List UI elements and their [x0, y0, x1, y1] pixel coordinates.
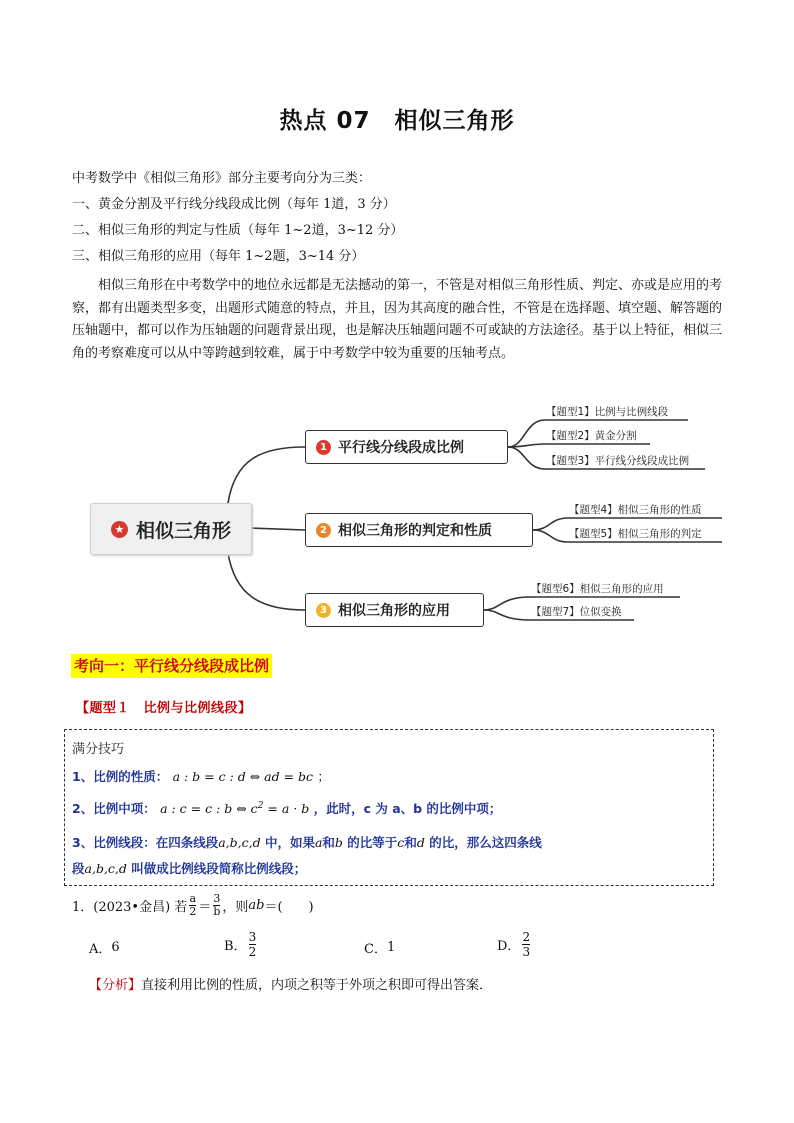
intro-line: 二、相似三角形的判定与性质（每年 1~2道，3~12 分）: [72, 223, 404, 238]
option-b[interactable]: [224, 930, 258, 959]
option-label: B．: [224, 939, 247, 954]
intro-line: 三、相似三角形的应用（每年 1~2题，3~14 分）: [72, 249, 365, 264]
tip-text: ，此时，c 为 a、b 的比例中项；: [313, 801, 502, 816]
number-1-icon: 1: [316, 440, 331, 455]
mindmap-branch-3: [305, 593, 484, 627]
fraction-denominator: 2: [189, 905, 197, 918]
mindmap-branch-1: [305, 430, 508, 464]
tip-text: 段: [72, 861, 85, 876]
fraction-numerator: a: [189, 892, 197, 905]
question-variable: ab: [248, 898, 265, 913]
equals-sign: ＝: [198, 900, 212, 915]
analysis: [89, 974, 492, 993]
tip-formula: = a · b: [263, 801, 310, 816]
question-text: 1．(2023•金昌) 若: [72, 900, 188, 915]
option-label: A．: [89, 942, 112, 957]
option-value: 6: [111, 940, 120, 955]
mindmap-leaf: 【题型6】相似三角形的应用: [531, 583, 664, 595]
intro-paragraph: 相似三角形在中考数学中的地位永远都是无法撼动的第一，不管是对相似三角形性质、判定、亦或是应用的考察，都有出题类型多变，出题形式随意的特点，并且，因为其高度的融合性，不管是在选择题、填空题、解答题的压轴题中，都可以作为压轴题的问题背景出现，也是解决压轴题问题不可或缺的方法途径。基于以上特征，相似三角的考察难度可以从中等跨越到较难，属于中考数学中较为重要的压轴考点。: [72, 278, 723, 361]
tip-superscript: 2: [257, 800, 264, 811]
fraction-numerator: 2: [522, 930, 531, 944]
fraction-numerator: 3: [248, 930, 257, 944]
mindmap-leaf: 【题型2】黄金分割: [546, 430, 637, 442]
fraction: [189, 893, 196, 918]
star-icon: ★: [111, 521, 128, 538]
tip-text: 和: [404, 835, 417, 850]
tip-text: 中，如果: [260, 835, 315, 850]
tip-formula: a : b = c : d ⇔ ad = bc: [172, 769, 314, 784]
fraction-numerator: 3: [213, 892, 221, 905]
tip-text: ；: [317, 769, 330, 784]
option-value: 1: [386, 940, 396, 955]
tip-text: 的比，那么这四条线: [424, 835, 542, 850]
tip-mean-proportional: [72, 799, 501, 817]
tip-proportional-segments-cont: [72, 859, 306, 877]
question-type-heading: 【题型１ 比例与比例线段】: [76, 701, 252, 716]
tip-proportion-property: [72, 767, 330, 785]
question-1: [72, 893, 314, 918]
option-a[interactable]: [89, 938, 120, 957]
number-2-icon: 2: [316, 523, 331, 538]
tip-label: 3、比例线段：在四条线段: [72, 835, 219, 850]
mindmap-leaf: 【题型3】平行线分线段成比例: [546, 455, 690, 467]
branch-label: 相似三角形的应用: [338, 603, 450, 619]
tip-formula: a: [314, 835, 323, 850]
tip-label: 2、比例中项：: [72, 801, 156, 816]
intro-line: 一、黄金分割及平行线分线段成比例（每年 1道，3 分）: [72, 197, 396, 212]
fraction: [522, 930, 530, 959]
tip-formula: d: [416, 835, 425, 850]
tip-text: 和: [322, 835, 335, 850]
mindmap-root: [90, 503, 252, 555]
mindmap-leaf: 【题型7】位似变换: [531, 606, 622, 618]
question-text: ＝( ): [264, 900, 314, 915]
fraction: [213, 893, 220, 918]
option-c[interactable]: [364, 938, 395, 957]
option-d[interactable]: [497, 930, 532, 959]
tip-formula: b: [334, 835, 343, 850]
tip-formula: a : c = c : b ⇔ c: [160, 801, 258, 816]
fraction: [249, 930, 257, 959]
fraction-denominator: 2: [248, 945, 257, 959]
question-text: ，则: [222, 900, 249, 915]
mindmap-branch-2: [305, 513, 533, 547]
tip-formula: a,b,c,d: [84, 861, 127, 876]
tip-formula: a,b,c,d: [218, 835, 261, 850]
tips-title: 满分技巧: [72, 742, 125, 757]
mindmap-root-label: 相似三角形: [135, 519, 231, 542]
fraction-denominator: b: [213, 905, 221, 918]
option-label: D．: [497, 939, 521, 954]
option-label: C．: [364, 942, 387, 957]
tip-formula: c: [397, 835, 405, 850]
analysis-text: 直接利用比例的性质，内项之积等于外项之积即可得出答案．: [141, 978, 493, 993]
fraction-denominator: 3: [522, 945, 531, 959]
branch-label: 相似三角形的判定和性质: [338, 523, 492, 539]
mindmap-leaf: 【题型1】比例与比例线段: [546, 406, 669, 418]
number-3-icon: 3: [316, 603, 331, 618]
tip-text: 的比等于: [342, 835, 398, 850]
section-heading: 考向一：平行线分线段成比例: [71, 654, 272, 678]
page-title: 热点 07 相似三角形: [279, 108, 515, 134]
tip-label: 1、比例的性质：: [72, 769, 169, 784]
analysis-label: 【分析】: [89, 978, 142, 993]
branch-label: 平行线分线段成比例: [338, 440, 464, 456]
tip-proportional-segments: [72, 833, 542, 851]
intro-line: 中考数学中《相似三角形》部分主要考向分为三类：: [72, 171, 372, 186]
mindmap-leaf: 【题型4】相似三角形的性质: [569, 504, 702, 516]
tip-text: 叫做成比例线段简称比例线段；: [126, 861, 307, 876]
mindmap-leaf: 【题型5】相似三角形的判定: [569, 528, 702, 540]
